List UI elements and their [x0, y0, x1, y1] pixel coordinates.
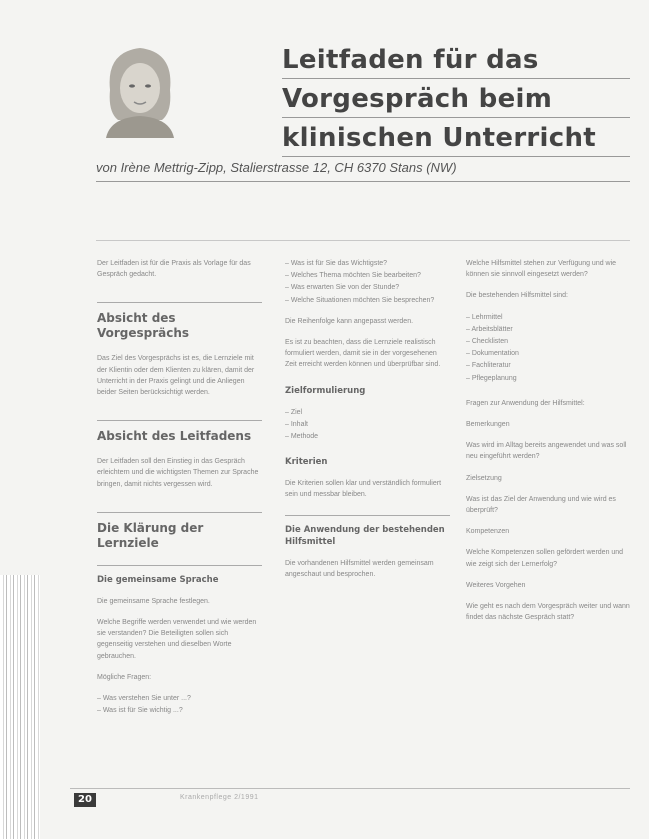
- author-line: [96, 160, 630, 182]
- list-item: – Was ist für Sie das Wichtigste?: [285, 260, 388, 267]
- heading-ziel: Zielformulierung: [285, 385, 366, 396]
- paragraph-2: Was ist das Ziel der Anwendung und wie wird es überprüft?: [466, 495, 616, 515]
- heading-anwendung: Die Anwendung der bestehenden Hilfsmittel: [285, 515, 450, 548]
- list-item: – Fachliteratur: [466, 362, 511, 370]
- list-item: – Was erwarten Sie von der Stunde?: [285, 284, 400, 292]
- subheading-4: Weiteres Vorgehen: [466, 581, 526, 589]
- list-item: – Pflegeplanung: [466, 374, 517, 382]
- list-item: – Was verstehen Sie unter ...?: [97, 695, 191, 703]
- paragraph-sprache-1: Die gemeinsame Sprache festlegen.: [97, 597, 210, 605]
- divider: [96, 240, 630, 241]
- author-text: von Irène Mettrig-Zipp, Stalierstrasse 12, CH 6370 Stans (NW): [96, 160, 630, 182]
- paragraph-leitfaden: Der Leitfaden soll den Einstieg in das Gespräch erleichtern und die wichtigsten Themen zur Sprache bringen, damit nichts vergessen wird.: [97, 458, 259, 488]
- list-item: – Lehrmittel: [466, 313, 503, 321]
- page-footer: [70, 788, 630, 809]
- list-item: – Checklisten: [466, 338, 509, 346]
- list-item: – Methode: [285, 433, 319, 441]
- paragraph-fragen: Fragen zur Anwendung der Hilfsmittel:: [466, 399, 585, 407]
- page-edge-decoration: [0, 575, 40, 839]
- column-3: [466, 258, 631, 633]
- column-1: [97, 258, 262, 717]
- heading-vorgespraech: Absicht des Vorgesprächs: [97, 302, 262, 341]
- heading-leitfaden: Absicht des Leitfadens: [97, 420, 262, 444]
- paragraph-sprache-2: Welche Begriffe werden verwendet und wie werden sie verstanden? Die Beteiligten sollen sich gegenseitig verstehen und dieselben Worte gebrauchen.: [97, 619, 257, 660]
- page-number: 20: [74, 793, 96, 807]
- list-item: – Arbeitsblätter: [466, 325, 513, 333]
- list-item: – Inhalt: [285, 420, 308, 428]
- column-2: [285, 258, 450, 590]
- title-line-2: Vorgespräch beim: [282, 81, 630, 118]
- heading-klaerung: Die Klärung der Lernziele: [97, 512, 262, 551]
- paragraph-kriterien: Die Kriterien sollen klar und verständlich formuliert sein und messbar bleiben.: [285, 480, 442, 499]
- subheading-2: Zielsetzung: [466, 474, 502, 482]
- list-item: – Ziel: [285, 408, 303, 416]
- paragraph-3: Welche Kompetenzen sollen gefördert werden und wie zeigt sich der Lernerfolg?: [466, 549, 624, 568]
- list-item: – Was ist für Sie wichtig ...?: [97, 707, 183, 715]
- heading-kriterien: Kriterien: [285, 457, 328, 468]
- paragraph-fragen: Mögliche Fragen:: [97, 673, 152, 681]
- paragraph-ende: Die Reihenfolge kann angepasst werden.: [285, 317, 414, 325]
- paragraph-vorgespraech: Das Ziel des Vorgesprächs ist es, die Lernziele mit der Klientin oder dem Klienten zu klären, damit der Unterricht in der Praxis gelingt und die Anliegen beider Seiten berücksichtigt werden.: [97, 355, 255, 397]
- paragraph-anwendung: Die vorhandenen Hilfsmittel werden gemeinsam angeschaut und besprochen.: [285, 559, 434, 578]
- title-line-1: Leitfaden für das: [282, 42, 630, 79]
- paragraph-4: Wie geht es nach dem Vorgespräch weiter und wann findet das nächste Gespräch statt?: [466, 603, 630, 622]
- paragraph-beispiel: Es ist zu beachten, dass die Lernziele realistisch formuliert werden, damit sie in der vorgesehenen Zeit erreicht werden können und überprüfbar sind.: [285, 339, 441, 369]
- paragraph-top: Welche Hilfsmittel stehen zur Verfügung und wie können sie sinnvoll eingesetzt werden?: [466, 260, 617, 279]
- list-item: – Welches Thema möchten Sie bearbeiten?: [285, 272, 421, 280]
- title-line-3: klinischen Unterricht: [282, 120, 630, 157]
- author-portrait: [96, 40, 184, 138]
- heading-hilfsmittel: Die bestehenden Hilfsmittel sind:: [466, 292, 568, 300]
- subheading-1: Bemerkungen: [466, 421, 510, 429]
- heading-sprache: Die gemeinsame Sprache: [97, 565, 262, 586]
- list-item: – Welche Situationen möchten Sie besprechen?: [285, 296, 435, 304]
- subheading-3: Kompetenzen: [466, 528, 510, 536]
- list-item: – Dokumentation: [466, 350, 519, 358]
- article-title: [282, 42, 630, 159]
- intro-text: Der Leitfaden ist für die Praxis als Vorlage für das Gespräch gedacht.: [97, 260, 251, 279]
- journal-name: Krankenpflege 2/1991: [180, 794, 259, 801]
- paragraph-1: Was wird im Alltag bereits angewendet und was soll neu eingeführt werden?: [466, 442, 627, 461]
